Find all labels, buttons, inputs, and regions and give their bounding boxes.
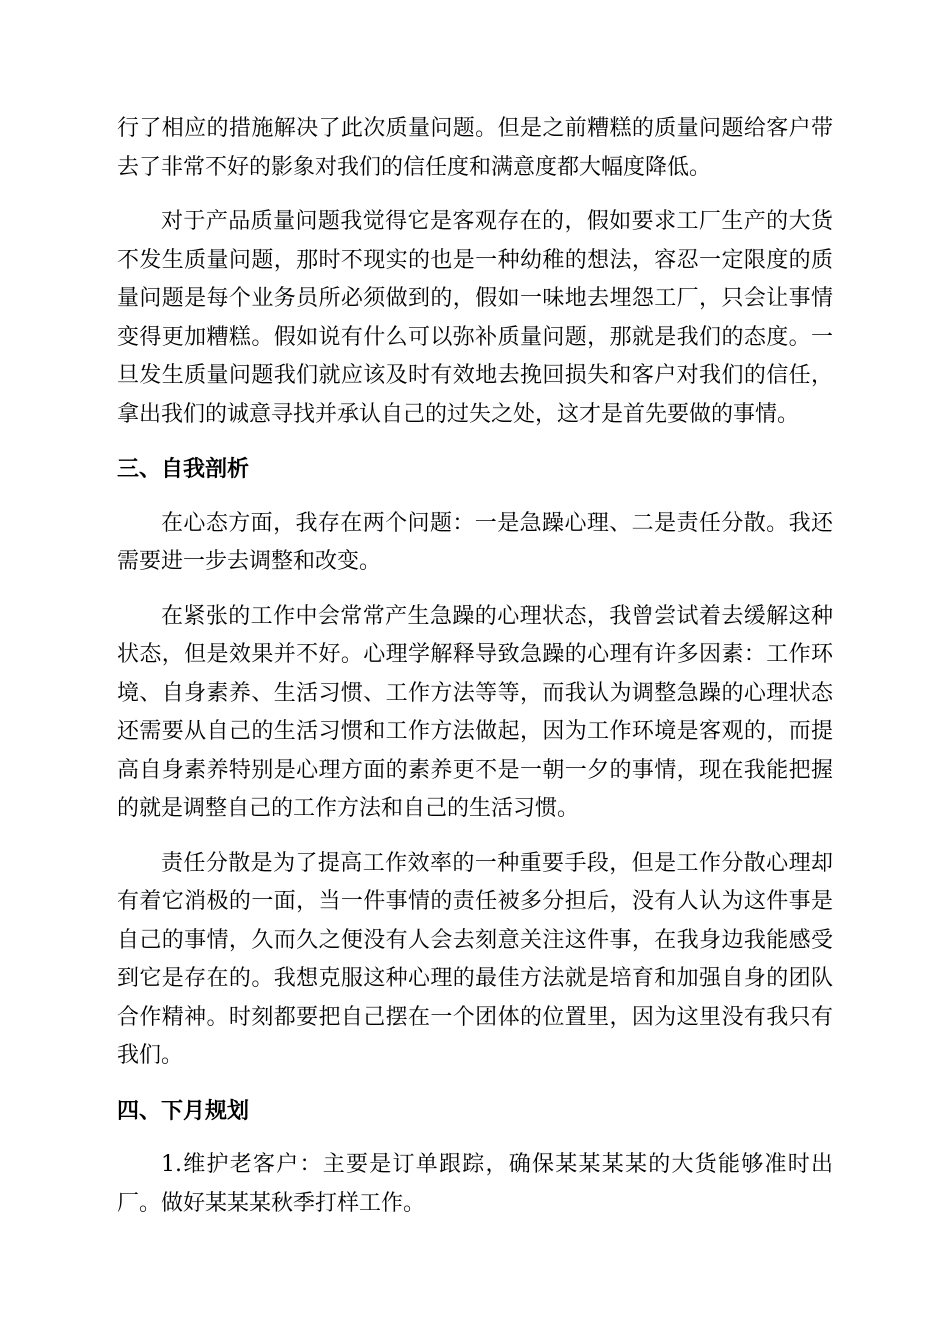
paragraph-responsibility: 责任分散是为了提高工作效率的一种重要手段，但是工作分散心理却有着它消极的一面，当一件事情的责任被多分担后，没有人认为这件事是自己的事情，久而久之便没有人会去刻意关注这件事，在我身边我能感受到它是存在的。我想克服这种心理的最佳方法就是培育和加强自身的团队合作精神。时刻都要把自己摆在一个团体的位置里，因为这里没有我只有我们。	[117, 850, 833, 1068]
section-heading-self-analysis: 三、自我剖析	[117, 456, 250, 482]
document-body	[117, 110, 833, 1223]
section-heading-next-month-plan: 四、下月规划	[117, 1097, 250, 1124]
paragraph-quality-attitude: 对于产品质量问题我觉得它是客观存在的，假如要求工厂生产的大货不发生质量问题，那时不现实的也是一种幼稚的想法，容忍一定限度的质量问题是每个业务员所必须做到的，假如一味地去埋怨工厂，只会让事情变得更加糟糕。假如说有什么可以弥补质量问题，那就是我们的态度。一旦发生质量问题我们就应该及时有效地去挽回损失和客户对我们的信任，拿出我们的诚意寻找并承认自己的过失之处，这才是首先要做的事情。	[117, 209, 833, 427]
paragraph-continued: 行了相应的措施解决了此次质量问题。但是之前糟糕的质量问题给客户带去了非常不好的影象对我们的信任度和满意度都大幅度降低。	[117, 116, 833, 180]
paragraph-plan-item-1: 1.维护老客户：主要是订单跟踪，确保某某某某的大货能够准时出厂。做好某某某秋季打样工作。	[117, 1152, 833, 1216]
paragraph-mindset: 在心态方面，我存在两个问题：一是急躁心理、二是责任分散。我还需要进一步去调整和改变。	[117, 510, 833, 574]
paragraph-impatience: 在紧张的工作中会常常产生急躁的心理状态，我曾尝试着去缓解这种状态，但是效果并不好。心理学解释导致急躁的心理有许多因素：工作环境、自身素养、生活习惯、工作方法等等，而我认为调整急躁的心理状态还需要从自己的生活习惯和工作方法做起，因为工作环境是客观的，而提高自身素养特别是心理方面的素养更不是一朝一夕的事情，现在我能把握的就是调整自己的工作方法和自己的生活习惯。	[117, 603, 833, 821]
